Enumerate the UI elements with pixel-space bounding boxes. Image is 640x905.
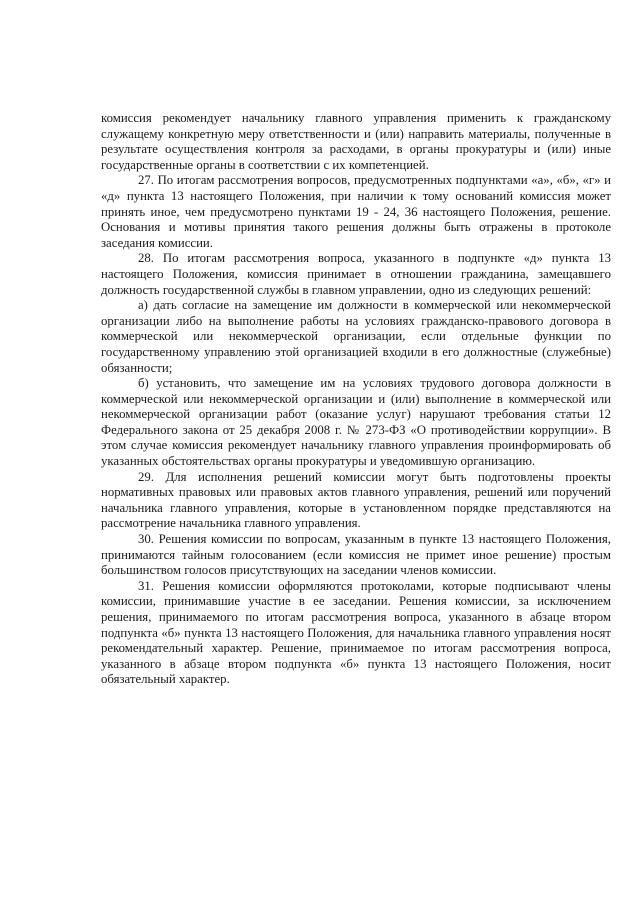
paragraph-28-b: б) установить, что замещение им на условиях трудового договора должности в коммерческой или некоммерческой организации и (или) выполнение в коммерческой или некоммерческой организации работ (оказание услуг) нарушают требования статьи 12 Федерального закона от 25 декабря 2008 г. № 273-ФЗ «О противодействии коррупции». В этом случае комиссия рекомендует начальнику главного управления проинформировать об указанных обстоятельствах органы прокуратуры и уведомившую организацию. [101,376,611,469]
paragraph-28-a: а) дать согласие на замещение им должности в коммерческой или некоммерческой организации либо на выполнение работы на условиях гражданско-правового договора в коммерческой или некоммерческой организации, если отдельные функции по государственному управлению этой организацией входили в его должностные (служебные) обязанности; [101,298,611,375]
paragraph-30: 30. Решения комиссии по вопросам, указанным в пункте 13 настоящего Положения, принимаются тайным голосованием (если комиссия не примет иное решение) простым большинством голосов присутствующих на заседании членов комиссии. [101,532,611,578]
document-page [101,111,611,688]
paragraph-29: 29. Для исполнения решений комиссии могут быть подготовлены проекты нормативных правовых или правовых актов главного управления, решений или поручений начальника главного управления, которые в установленном порядке представляются на рассмотрение начальника главного управления. [101,469,611,531]
paragraph-27: 27. По итогам рассмотрения вопросов, предусмотренных подпунктами «а», «б», «г» и «д» пункта 13 настоящего Положения, при наличии к тому оснований комиссия может принять иное, чем предусмотрено пунктами 19 - 24, 36 настоящего Положения, решение. Основания и мотивы принятия такого решения должны быть отражены в протоколе заседания комиссии. [101,173,611,250]
paragraph-continuation: комиссия рекомендует начальнику главного управления применить к гражданскому служащему конкретную меру ответственности и (или) направить материалы, полученные в результате осуществления контроля за расходами, в органы прокуратуры и (или) иные государственные органы в соответствии с их компетенцией. [101,111,611,172]
paragraph-28: 28. По итогам рассмотрения вопроса, указанного в подпункте «д» пункта 13 настоящего Положения, комиссия принимает в отношении гражданина, замещавшего должность государственной службы в главном управлении, одно из следующих решений: [101,251,611,297]
paragraph-31: 31. Решения комиссии оформляются протоколами, которые подписывают члены комиссии, принимавшие участие в ее заседании. Решения комиссии, за исключением решения, принимаемого по итогам рассмотрения вопроса, указанного в абзаце втором подпункта «б» пункта 13 настоящего Положения, для начальника главного управления носят рекомендательный характер. Решение, принимаемое по итогам рассмотрения вопроса, указанного в абзаце втором подпункта «б» пункта 13 настоящего Положения, носит обязательный характер. [101,578,611,687]
